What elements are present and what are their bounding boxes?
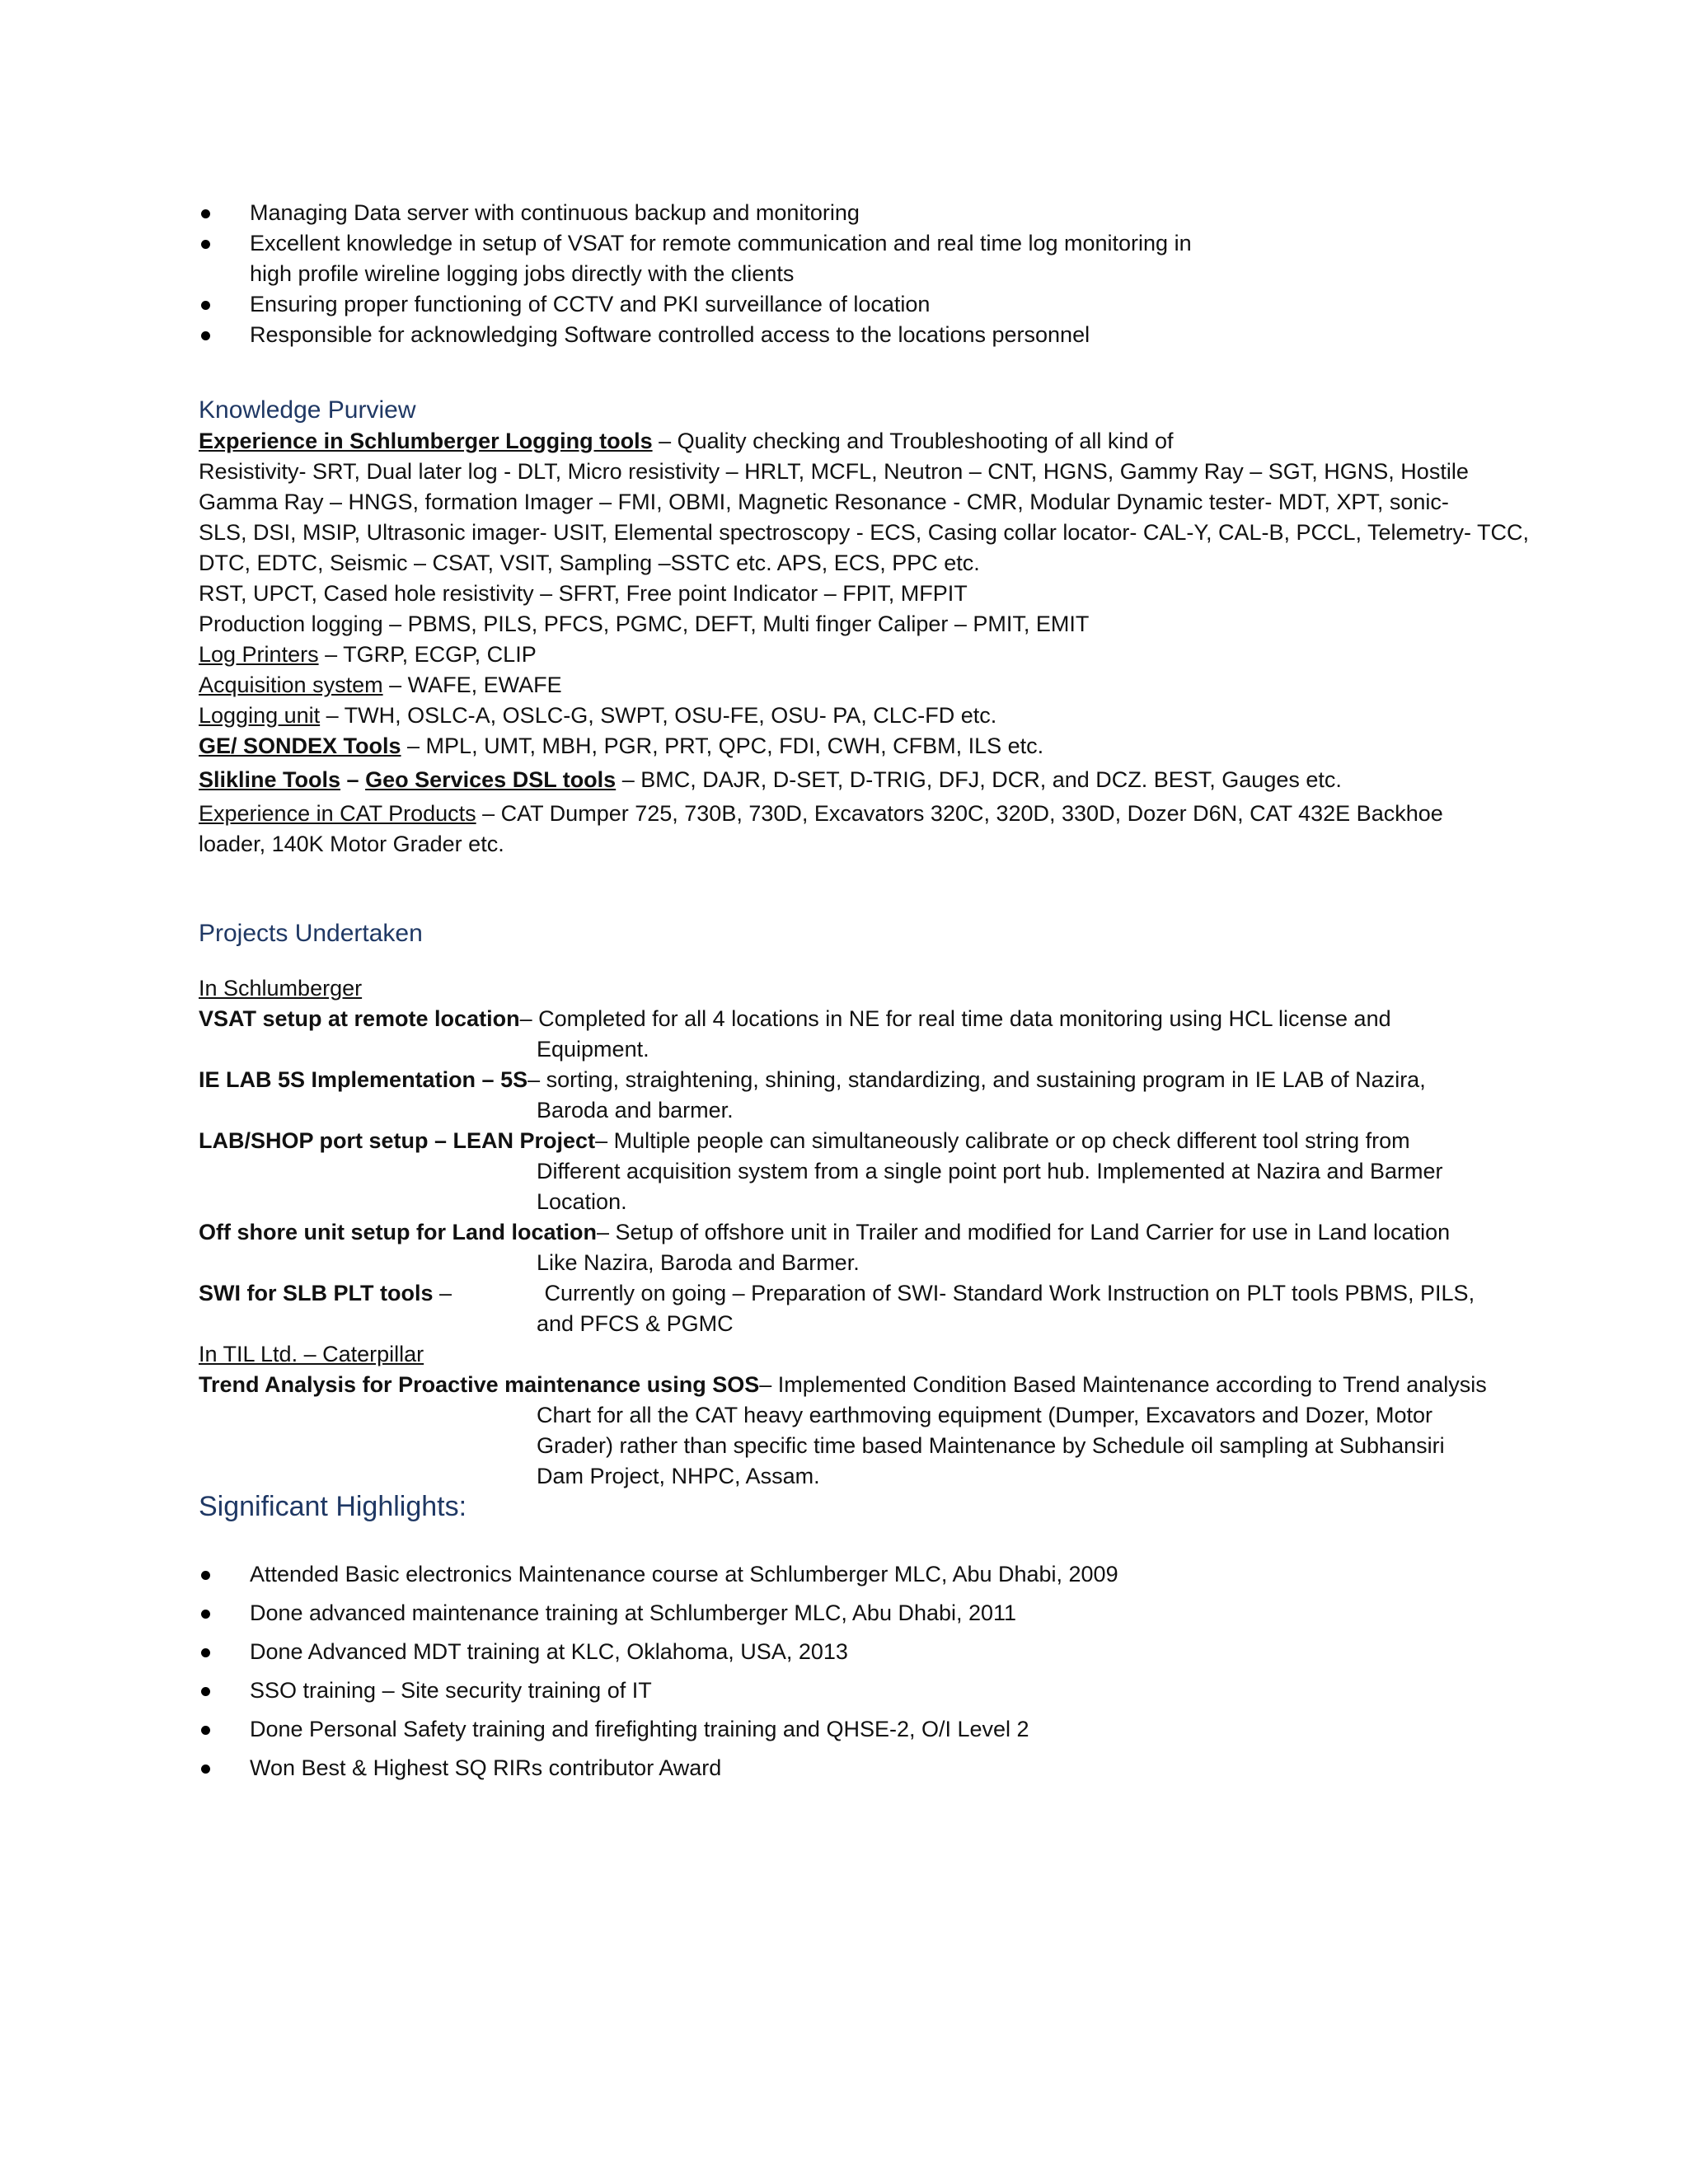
projects-section bbox=[199, 973, 1517, 1492]
knowledge-line: RST, UPCT, Cased hole resistivity – SFRT, Free point Indicator – FPIT, MFPIT bbox=[199, 581, 968, 606]
list-item: Managing Data server with continuous backup and monitoring bbox=[199, 198, 1517, 228]
knowledge-line: Resistivity- SRT, Dual later log - DLT, Micro resistivity – HRLT, MCFL, Neutron – CNT, HGNS, Gammy Ray – SGT, HGNS, Hostile bbox=[199, 459, 1469, 484]
project-item: VSAT setup at remote location – Completed for all 4 locations in NE for real time data monitoring using HCL license and Equipment. bbox=[199, 1006, 1391, 1062]
cat-products-line-2: loader, 140K Motor Grader etc. bbox=[199, 832, 504, 856]
log-printers-line: Log Printers – TGRP, ECGP, CLIP bbox=[199, 642, 537, 667]
knowledge-line: Production logging – PBMS, PILS, PFCS, PGMC, DEFT, Multi finger Caliper – PMIT, EMIT bbox=[199, 612, 1090, 636]
cat-products-line: Experience in CAT Products – CAT Dumper 725, 730B, 730D, Excavators 320C, 320D, 330D, Dozer D6N, CAT 432E Backhoe bbox=[199, 801, 1443, 826]
knowledge-line: Gamma Ray – HNGS, formation Imager – FMI, OBMI, Magnetic Resonance - CMR, Modular Dynamic tester- MDT, XPT, sonic- bbox=[199, 490, 1449, 514]
knowledge-line: DTC, EDTC, Seismic – CSAT, VSIT, Sampling –SSTC etc. APS, ECS, PPC etc. bbox=[199, 551, 980, 575]
acquisition-line: Acquisition system – WAFE, EWAFE bbox=[199, 673, 562, 697]
logging-unit-line: Logging unit – TWH, OSLC-A, OSLC-G, SWPT, OSU-FE, OSU- PA, CLC-FD etc. bbox=[199, 703, 997, 728]
list-item: Excellent knowledge in setup of VSAT for remote communication and real time log monitoring in high profile wireline logging jobs directly with the clients bbox=[199, 228, 1517, 289]
highlights-list bbox=[199, 1559, 1517, 1792]
list-item: Ensuring proper functioning of CCTV and PKI surveillance of location bbox=[199, 289, 1517, 320]
knowledge-section bbox=[199, 426, 1530, 860]
project-item: SWI for SLB PLT tools – Currently on going – Preparation of SWI- Standard Work Instruction on PLT tools PBMS, PILS, and PFCS & PGMC bbox=[199, 1281, 1475, 1336]
til-subheading: In TIL Ltd. – Caterpillar bbox=[199, 1342, 424, 1366]
highlight-item: Done advanced maintenance training at Schlumberger MLC, Abu Dhabi, 2011 bbox=[199, 1598, 1517, 1629]
project-item: Off shore unit setup for Land location – Setup of offshore unit in Trailer and modified for Land Carrier for use in Land location Like Nazira, Baroda and Barmer. bbox=[199, 1220, 1451, 1275]
responsibilities-list bbox=[199, 198, 1517, 350]
project-item: Trend Analysis for Proactive maintenance using SOS – Implemented Condition Based Maintenance according to Trend analysis Chart for all the CAT heavy earthmoving equipment (Dumper, Excavators and Dozer, Motor Grader) rather than specific time based Maintenance by Schedule oil sampling at Subhansiri Dam Project, NHPC, Assam. bbox=[199, 1372, 1487, 1488]
highlight-item: SSO training – Site security training of IT bbox=[199, 1675, 1517, 1706]
knowledge-line: SLS, DSI, MSIP, Ultrasonic imager- USIT, Elemental spectroscopy - ECS, Casing collar locator- CAL-Y, CAL-B, PCCL, Telemetry- TCC, bbox=[199, 520, 1530, 545]
list-item: Responsible for acknowledging Software controlled access to the locations personnel bbox=[199, 320, 1517, 350]
schlumberger-subheading: In Schlumberger bbox=[199, 976, 363, 1001]
knowledge-intro: Experience in Schlumberger Logging tools – Quality checking and Troubleshooting of all kind of bbox=[199, 429, 1174, 453]
slikline-line: Slikline Tools – Geo Services DSL tools – BMC, DAJR, D-SET, D-TRIG, DFJ, DCR, and DCZ. BEST, Gauges etc. bbox=[199, 767, 1342, 792]
highlights-heading: Significant Highlights: bbox=[199, 1491, 467, 1522]
ge-sondex-line: GE/ SONDEX Tools – MPL, UMT, MBH, PGR, PRT, QPC, FDI, CWH, CFBM, ILS etc. bbox=[199, 733, 1044, 758]
project-item: LAB/SHOP port setup – LEAN Project – Multiple people can simultaneously calibrate or op check different tool string from Different acquisition system from a single point port hub. Implemented at Nazira and Barmer Location. bbox=[199, 1128, 1443, 1214]
highlight-item: Attended Basic electronics Maintenance course at Schlumberger MLC, Abu Dhabi, 2009 bbox=[199, 1559, 1517, 1590]
projects-heading: Projects Undertaken bbox=[199, 920, 423, 947]
highlight-item: Done Personal Safety training and firefighting training and QHSE-2, O/I Level 2 bbox=[199, 1714, 1517, 1745]
highlight-item: Won Best & Highest SQ RIRs contributor Award bbox=[199, 1753, 1517, 1783]
highlight-item: Done Advanced MDT training at KLC, Oklahoma, USA, 2013 bbox=[199, 1637, 1517, 1667]
knowledge-heading: Knowledge Purview bbox=[199, 396, 416, 424]
project-item: IE LAB 5S Implementation – 5S – sorting, straightening, shining, standardizing, and sustaining program in IE LAB of Nazira, Baroda and barmer. bbox=[199, 1067, 1426, 1122]
